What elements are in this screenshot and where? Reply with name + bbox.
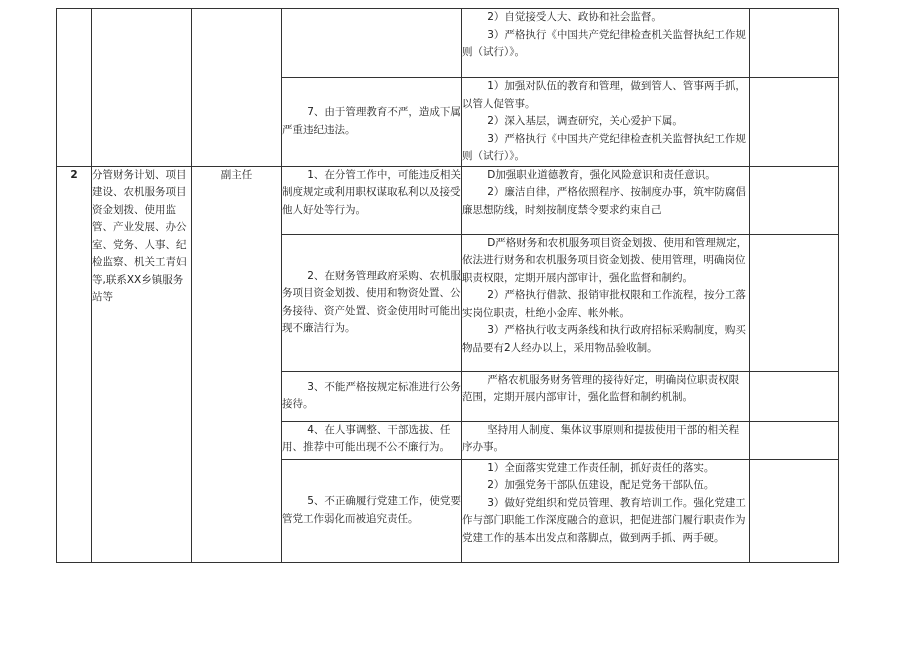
measure-line: D严格财务和农机服务项目资金划拨、使用和管理规定，依法进行财务和农机服务项目资金划拨、使用管理，明确岗位职责权限，定期开展内部审计，强化监督和制约。	[462, 236, 748, 284]
responsibility-cell: 分管财务计划、项目建设、农机服务项目资金划拨、使用监管、产业发展、办公室、党务、人事、纪检监察、机关工青妇等,联系XX乡镇服务站等	[92, 166, 192, 562]
remarks-cell	[750, 459, 839, 562]
remarks-cell	[750, 371, 839, 421]
table-row	[57, 9, 839, 78]
measures-cell	[462, 166, 750, 234]
risk-cell: 7、由于管理教育不严，造成下属严重违纪违法。	[282, 78, 462, 167]
measures-cell	[462, 421, 750, 459]
risk-cell: 3、不能严格按规定标准进行公务接待。	[282, 371, 462, 421]
risk-cell: 5、不正确履行党建工作，使党要管党工作弱化而被追究责任。	[282, 459, 462, 562]
measure-line: 3）严格执行《中国共产党纪律检查机关监督执纪工作规则（试行）》。	[462, 132, 746, 162]
remarks-cell	[750, 78, 839, 167]
table-row	[57, 166, 839, 234]
measures-cell	[462, 234, 750, 371]
measures-cell	[462, 9, 750, 78]
measure-line: 3）做好党组织和党员管理、教育培训工作。强化党建工作与部门职能工作深度融合的意识，把促进部门履行职责作为党建工作的基本出发点和落脚点，做到两手抓、两手硬。	[462, 496, 746, 544]
measure-line: D加强职业道德教育，强化风险意识和责任意识。	[487, 168, 716, 181]
measures-cell	[462, 371, 750, 421]
risk-cell: 4、在人事调整、干部选拔、任用、推荐中可能出现不公不廉行为。	[282, 421, 462, 459]
post-cell: 副主任	[192, 166, 282, 562]
measure-line: 1）全面落实党建工作责任制，抓好责任的落实。	[487, 461, 715, 474]
risk-cell	[282, 9, 462, 78]
remarks-cell	[750, 166, 839, 234]
remarks-cell	[750, 9, 839, 78]
measure-line: 2）自觉接受人大、政协和社会监督。	[487, 11, 662, 23]
measures-cell	[462, 459, 750, 562]
risk-cell: 2、在财务管理政府采购、农机服务项目资金划拨、使用和物资处置、公务接待、资产处置、资金使用时可能出现不廉洁行为。	[282, 234, 462, 371]
remarks-cell	[750, 234, 839, 371]
remarks-cell	[750, 421, 839, 459]
number-cell	[57, 9, 92, 167]
risk-cell: 1、在分管工作中，可能违反相关制度规定或利用职权谋取私利以及接受他人好处等行为。	[282, 166, 462, 234]
measure-line: 3）严格执行收支两条线和执行政府招标采购制度，购买物品要有2人经办以上，采用物品验收制。	[462, 324, 746, 354]
measure-line: 2）廉洁自律，严格依照程序、按制度办事，筑牢防腐倡廉思想防线，时刻按制度禁令要求约束自己	[462, 186, 746, 216]
measure-line: 坚持用人制度、集体议事原则和提拔使用干部的相关程序办事。	[462, 423, 740, 453]
measure-line: 严格农机服务财务管理的接待好定，明确岗位职责权限范围，定期开展内部审计，强化监督和制约机制。	[462, 373, 740, 403]
measure-line: 2）深入基层，调查研究，关心爱护下属。	[487, 115, 683, 127]
measure-line: 3）严格执行《中国共产党纪律检查机关监督执纪工作规则（试行）》。	[462, 28, 746, 58]
number-cell: 2	[57, 166, 92, 562]
measures-cell	[462, 78, 750, 167]
measure-line: 2）严格执行借款、报销审批权限和工作流程，按分工落实岗位职责，杜绝小金库、帐外帐。	[462, 289, 746, 319]
measure-line: 1）加强对队伍的教育和管理，做到管人、管事两手抓，以管人促管事。	[462, 80, 746, 110]
risk-control-table	[56, 8, 839, 563]
responsibility-cell	[92, 9, 192, 167]
measure-line: 2）加强党务干部队伍建设，配足党务干部队伍。	[487, 479, 715, 491]
post-cell	[192, 9, 282, 167]
